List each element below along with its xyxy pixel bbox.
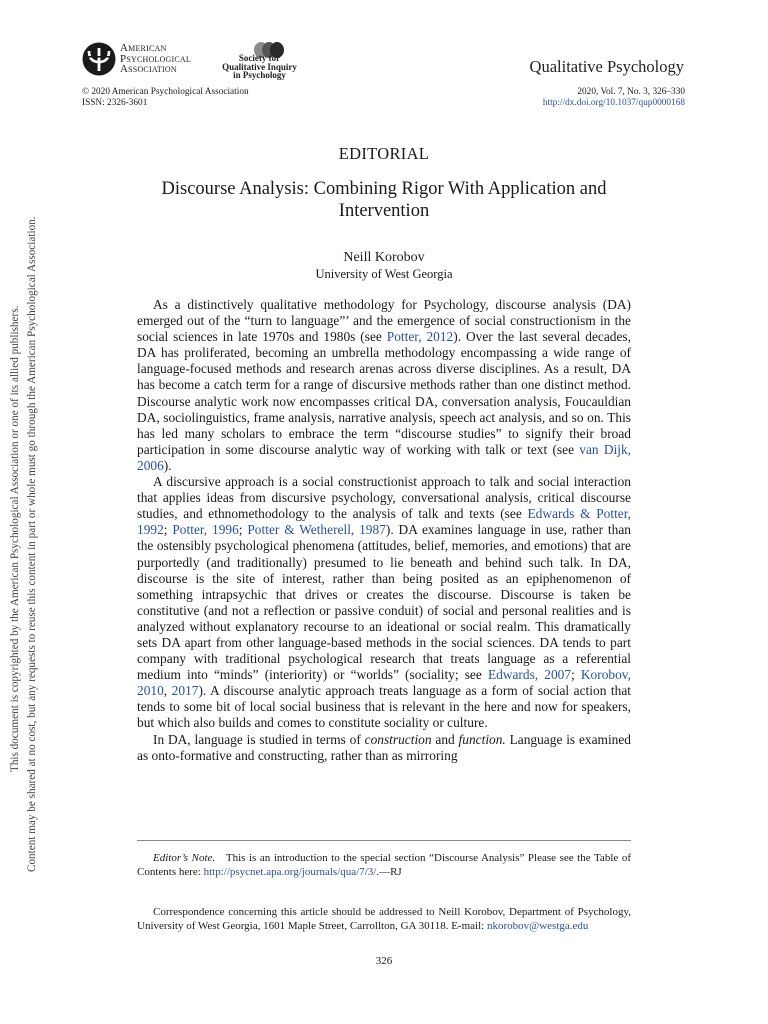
sqip-line3: in Psychology [233, 70, 286, 81]
sidebar-reuse-notice: Content may be shared at no cost, but any requests to reuse this content in part or whole must go through the American Psychological Association. [26, 216, 38, 872]
page-number: 326 [375, 955, 393, 967]
citation-link[interactable]: 2017 [171, 683, 199, 699]
sqip-line2: Qualitative Inquiry [222, 61, 297, 72]
email-link[interactable]: nkorobov@westga.edu [486, 920, 589, 932]
text-run: In DA, language is studied in terms of [153, 731, 365, 747]
text-run: ; [238, 522, 248, 538]
text-run: ). A discourse analytic approach treats language as a form of social action that tends to some bit of local social business that is relevant in the here and now for speakers, but which also builds and comes to constitute sociality or culture. [137, 683, 631, 731]
apa-line3: Association [120, 63, 177, 76]
footnote-rule [137, 840, 631, 841]
apa-logo [82, 42, 116, 76]
citation-link[interactable]: Edwards, 2007 [487, 667, 572, 683]
sqip-logo [205, 40, 320, 80]
citation-link[interactable]: Potter & Wetherell, 1987 [247, 522, 386, 538]
citation-link[interactable]: van Dijk, 2006 [137, 441, 631, 473]
text-run: , [163, 683, 172, 699]
paragraph-2 [137, 474, 631, 732]
citation-link[interactable]: Potter, 1996 [172, 522, 239, 538]
publication-info-right [543, 87, 685, 109]
section-label: EDITORIAL [338, 144, 430, 163]
emphasis-text: function. [458, 731, 506, 747]
text-run: A discursive approach is a social constructionist approach to talk and social interaction that applies ideas from discursive psychology, conversational analysis, critical discourse studies, and ethnomethodology to the analysis of talk and texts (see [137, 474, 631, 522]
sidebar-copyright-notice: This document is copyrighted by the American Psychological Association or one of its allied publishers. [9, 305, 21, 772]
text-run: Language is examined as onto-formative and constructing, rather than as mirroring [137, 731, 631, 763]
note-text: This is an introduction to the special section “Discourse Analysis” Please see the Table of Contents here: [137, 852, 631, 878]
text-run: As a distinctively qualitative methodology for Psychology, discourse analysis (DA) emerged out of the “turn to language”’ and the emergence of social constructionism in the social sciences in late 1970s and 1980s (see [137, 297, 631, 345]
text-run: ). DA examines language in use, rather than the ostensibly psychological phenomena (attitudes, belief, memories, and emotions) that are purportedly (and traditionally) presumed to lie beneath and behind such talk. In DA, discourse is the site of interest, rather than being posited as an epiphenomenon of something intrapsychic that drives or creates the discourse. Discourse is taken be constitutive (and not a reflection or passive conduit) of social and personal realities and is analyzed without explanatory recourse to an ideational or social realm. This dramatically sets DA apart from other language-based methods in the social sciences. DA tends to part company with traditional psychological research that treats language as a referential medium into “minds” (interiority) or “worlds” (sociality; see [137, 522, 631, 683]
editors-note [137, 851, 631, 879]
issn-line: ISSN: 2326-3601 [82, 98, 148, 108]
author-affiliation: University of West Georgia [315, 267, 453, 281]
text-run: ). Over the last several decades, DA has proliferated, becoming an umbrella methodology encompassing a wide range of language-focused methods and research arenas across diverse disciplines. As a result, DA has become a catch term for a range of discursive methods rather than one distinct method. Discourse analytic work now encompasses critical DA, conversation analysis, Foucauldian DA, sociolinguistics, frame analysis, narrative analysis, speech act analysis, and so on. This has led many scholars to embrace the term “discourse studies” to signify their broad participation in some discourse analytic way of working with talk or text (see [137, 329, 631, 457]
paragraph-1 [137, 297, 631, 474]
volume-info: 2020, Vol. 7, No. 3, 326–330 [577, 87, 685, 97]
citation-link[interactable]: Korobov, 2010 [137, 667, 631, 699]
journal-name: Qualitative Psychology [529, 57, 684, 76]
apa-line2: Psychological [120, 52, 191, 65]
author-name: Neill Korobov [343, 250, 425, 265]
text-run: ). [163, 457, 172, 473]
sqip-line1: Society for [238, 53, 281, 63]
correspondence-text: Correspondence concerning this article should be addressed to Neill Korobov, Department of Psychology, University of West Georgia, 1601 Maple Street, Carrollton, GA 30118. E-mail: [137, 906, 631, 932]
copyright-line: © 2020 American Psychological Association [82, 87, 249, 97]
text-run: ; [571, 667, 581, 683]
text-run: ; [163, 522, 173, 538]
paragraph-3 [137, 732, 631, 764]
citation-link[interactable]: Potter, 2012 [386, 329, 454, 345]
text-run: and [431, 731, 459, 747]
apa-line1: American [120, 42, 167, 54]
publication-info-left [82, 87, 249, 109]
emphasis-text: construction [364, 731, 432, 747]
note-label: Editor’s Note. [153, 852, 216, 864]
doi-link[interactable]: http://dx.doi.org/10.1037/qup0000168 [542, 98, 685, 108]
article-title: Discourse Analysis: Combining Rigor With Application and Intervention [161, 179, 607, 221]
citation-link[interactable]: Edwards & Potter, 1992 [137, 506, 631, 538]
correspondence-note [137, 905, 631, 933]
apa-wordmark [120, 43, 191, 75]
article-body [137, 297, 631, 764]
note-end: .—RJ [376, 866, 402, 878]
toc-link[interactable]: http://psycnet.apa.org/journals/qua/7/3/ [203, 866, 377, 878]
